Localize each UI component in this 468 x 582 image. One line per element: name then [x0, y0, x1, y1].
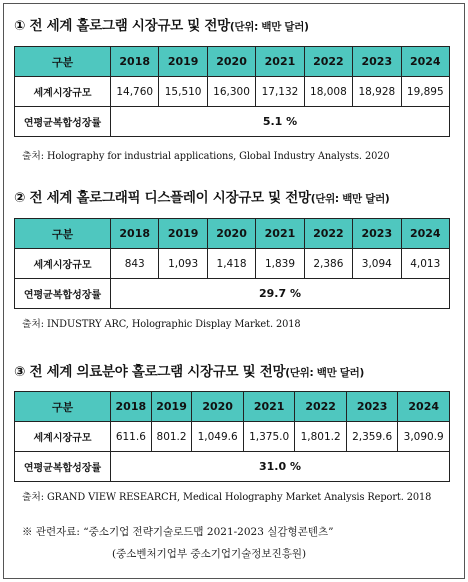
year-header: 2023 [346, 392, 398, 422]
year-header: 2020 [192, 392, 244, 422]
market-size-label: 세계시장규모 [15, 77, 111, 107]
year-header: 2024 [401, 219, 449, 249]
header-label: 구분 [15, 392, 111, 422]
market-value: 801.2 [151, 422, 192, 452]
section-3-unit: (단위: 백만 달러) [285, 367, 364, 379]
cagr-row [15, 279, 450, 309]
market-value: 1,093 [159, 249, 207, 279]
section-3-table [14, 391, 450, 482]
year-header: 2024 [398, 392, 450, 422]
market-value: 17,132 [256, 77, 304, 107]
year-header: 2020 [207, 219, 255, 249]
market-value: 611.6 [111, 422, 152, 452]
header-label: 구분 [15, 219, 111, 249]
market-value: 3,094 [353, 249, 401, 279]
year-header: 2021 [256, 219, 304, 249]
market-value: 15,510 [159, 77, 207, 107]
market-value: 1,801.2 [295, 422, 347, 452]
market-value: 2,386 [304, 249, 352, 279]
market-value: 1,418 [207, 249, 255, 279]
year-header: 2019 [159, 219, 207, 249]
related-material-publisher: (중소벤처기업부 중소기업기술정보진흥원) [112, 548, 307, 560]
market-size-row [15, 249, 450, 279]
section-2-title [14, 186, 389, 206]
cagr-label: 연평균복합성장률 [15, 279, 111, 309]
section-1-title-text: ① 전 세계 홀로그램 시장규모 및 전망 [14, 18, 230, 34]
year-header: 2019 [151, 392, 192, 422]
market-value: 1,839 [256, 249, 304, 279]
market-size-row [15, 422, 450, 452]
market-value: 18,008 [304, 77, 352, 107]
section-2-title-text: ② 전 세계 홀로그래픽 디스플레이 시장규모 및 전망 [14, 190, 311, 206]
header-label: 구분 [15, 47, 111, 77]
market-size-label: 세계시장규모 [15, 422, 111, 452]
section-1-title [14, 14, 309, 34]
market-value: 3,090.9 [398, 422, 450, 452]
year-header: 2022 [304, 219, 352, 249]
year-header: 2018 [111, 219, 159, 249]
section-1-unit: (단위: 백만 달러) [229, 21, 309, 33]
year-header: 2021 [243, 392, 295, 422]
market-value: 1,049.6 [192, 422, 244, 452]
section-1-source: 출처: Holography for industrial applications, Global Industry Analysts. 2020 [22, 151, 390, 162]
table-header-row [15, 47, 450, 77]
year-header: 2021 [256, 47, 304, 77]
year-header: 2023 [353, 47, 401, 77]
market-value: 14,760 [111, 77, 159, 107]
market-value: 1,375.0 [243, 422, 295, 452]
section-3-title-text: ③ 전 세계 의료분야 홀로그램 시장규모 및 전망 [14, 364, 286, 380]
cagr-row [15, 107, 450, 137]
cagr-value: 5.1 % [111, 107, 450, 137]
table-header-row [15, 392, 450, 422]
cagr-value: 31.0 % [111, 452, 450, 482]
market-size-row [15, 77, 450, 107]
section-2-source: 출처: INDUSTRY ARC, Holographic Display Market. 2018 [22, 319, 301, 330]
year-header: 2023 [353, 219, 401, 249]
year-header: 2018 [111, 392, 152, 422]
section-3-source: 출처: GRAND VIEW RESEARCH, Medical Holography Market Analysis Report. 2018 [22, 492, 432, 503]
cagr-value: 29.7 % [111, 279, 450, 309]
market-value: 18,928 [353, 77, 401, 107]
year-header: 2019 [159, 47, 207, 77]
market-value: 19,895 [401, 77, 449, 107]
section-2-unit: (단위: 백만 달러) [310, 193, 390, 205]
section-3-title [14, 360, 364, 380]
year-header: 2022 [304, 47, 352, 77]
market-value: 4,013 [401, 249, 449, 279]
cagr-label: 연평균복합성장률 [15, 107, 111, 137]
table-header-row [15, 219, 450, 249]
year-header: 2024 [401, 47, 449, 77]
cagr-label: 연평균복합성장률 [15, 452, 111, 482]
cagr-row [15, 452, 450, 482]
year-header: 2022 [295, 392, 347, 422]
market-size-label: 세계시장규모 [15, 249, 111, 279]
section-2-table [14, 218, 450, 309]
section-1-table [14, 46, 450, 137]
related-material-note: ※ 관련자료: “중소기업 전략기술로드맵 2021-2023 실감형콘텐츠” [22, 526, 334, 538]
market-value: 843 [111, 249, 159, 279]
market-value: 2,359.6 [346, 422, 398, 452]
year-header: 2018 [111, 47, 159, 77]
year-header: 2020 [207, 47, 255, 77]
market-value: 16,300 [207, 77, 255, 107]
